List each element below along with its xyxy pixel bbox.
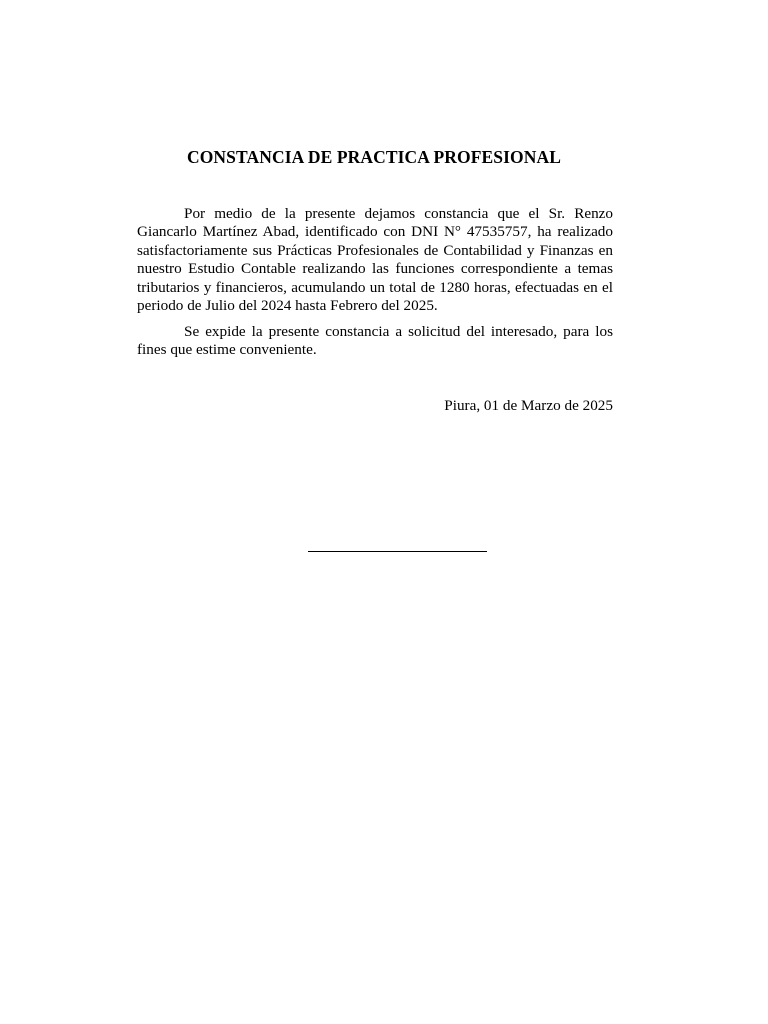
document-title: CONSTANCIA DE PRACTICA PROFESIONAL xyxy=(186,147,562,167)
body-paragraph-1 xyxy=(137,205,613,315)
place-and-date: Piura, 01 de Marzo de 2025 xyxy=(444,397,613,414)
paragraph-2-text: Se expide la presente constancia a solicitud del interesado, para los fines que estime conveniente. xyxy=(137,323,613,359)
body-paragraph-2 xyxy=(137,323,613,360)
paragraph-1-text: Por medio de la presente dejamos constancia que el Sr. Renzo Giancarlo Martínez Abad, identificado con DNI N° 47535757, ha realizado satisfactoriamente sus Prácticas Profesionales de Contabilidad y Finanzas en nuestro Estudio Contable realizando las funciones correspondiente a temas tributarios y financieros, acumulando un total de 1280 horas, efectuadas en el periodo de Julio del 2024 hasta Febrero del 2025. xyxy=(137,205,613,315)
signature-line xyxy=(308,551,487,552)
